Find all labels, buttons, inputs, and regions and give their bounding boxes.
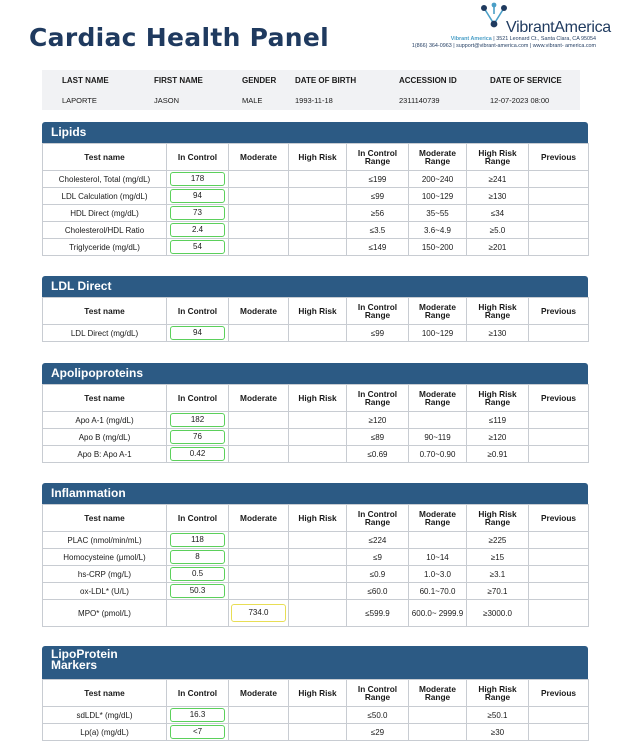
previous-cell bbox=[529, 222, 589, 239]
column-header: In Control Range bbox=[347, 298, 409, 325]
patient-header: ACCESSION ID bbox=[399, 76, 457, 85]
in-control-value: 94 bbox=[170, 189, 225, 203]
column-header: In Control bbox=[167, 385, 229, 412]
column-header: High Risk bbox=[289, 505, 347, 532]
results-table bbox=[42, 384, 589, 463]
table-row bbox=[43, 222, 589, 239]
patient-accession-id: 2311140739 bbox=[399, 96, 440, 105]
in-control-value: 0.5 bbox=[170, 567, 225, 581]
column-header: Previous bbox=[529, 680, 589, 707]
moderate-cell bbox=[229, 239, 289, 256]
column-header: Moderate bbox=[229, 680, 289, 707]
patient-header: GENDER bbox=[242, 76, 277, 85]
results-table bbox=[42, 679, 589, 741]
high-risk-cell bbox=[289, 171, 347, 188]
column-header: In Control Range bbox=[347, 680, 409, 707]
in-control-cell bbox=[167, 222, 229, 239]
column-header: High Risk bbox=[289, 680, 347, 707]
in-control-value: 73 bbox=[170, 206, 225, 220]
in-control-value: 16.3 bbox=[170, 708, 225, 722]
high-risk-cell bbox=[289, 429, 347, 446]
previous-cell bbox=[529, 171, 589, 188]
results-table bbox=[42, 143, 589, 256]
moderate-cell bbox=[229, 325, 289, 342]
moderate-range: 10~14 bbox=[409, 549, 467, 566]
in-control-value: 94 bbox=[170, 326, 225, 340]
table-row bbox=[43, 532, 589, 549]
previous-cell bbox=[529, 239, 589, 256]
column-header: Test name bbox=[43, 144, 167, 171]
patient-header: DATE OF SERVICE bbox=[490, 76, 562, 85]
test-name: LDL Calculation (mg/dL) bbox=[43, 188, 167, 205]
moderate-cell bbox=[229, 707, 289, 724]
table-header-row bbox=[43, 298, 589, 325]
high-risk-range: ≥30 bbox=[467, 724, 529, 741]
previous-cell bbox=[529, 325, 589, 342]
previous-cell bbox=[529, 600, 589, 627]
table-row bbox=[43, 205, 589, 222]
panel-lipoprotein-markers bbox=[42, 646, 588, 741]
column-header: High Risk Range bbox=[467, 680, 529, 707]
moderate-cell bbox=[229, 532, 289, 549]
column-header: Test name bbox=[43, 385, 167, 412]
patient-info bbox=[42, 70, 580, 110]
moderate-range: 35~55 bbox=[409, 205, 467, 222]
moderate-range bbox=[409, 724, 467, 741]
high-risk-range: ≥130 bbox=[467, 188, 529, 205]
moderate-cell bbox=[229, 188, 289, 205]
in-control-cell bbox=[167, 429, 229, 446]
contact-line2: 1(866) 364-0963 | support@vibrant-america.com | www.vibrant- america.com bbox=[411, 43, 596, 49]
test-name: Homocysteine (μmol/L) bbox=[43, 549, 167, 566]
moderate-cell bbox=[229, 222, 289, 239]
column-header: Moderate bbox=[229, 385, 289, 412]
moderate-cell bbox=[229, 171, 289, 188]
high-risk-cell bbox=[289, 188, 347, 205]
panel-apolipoproteins bbox=[42, 363, 588, 463]
in-control-cell bbox=[167, 325, 229, 342]
panel-header-bar bbox=[42, 276, 588, 297]
in-control-cell bbox=[167, 188, 229, 205]
table-row bbox=[43, 583, 589, 600]
column-header: In Control Range bbox=[347, 385, 409, 412]
in-control-range: ≤3.5 bbox=[347, 222, 409, 239]
panel-title: Apolipoproteins bbox=[51, 366, 143, 380]
high-risk-cell bbox=[289, 532, 347, 549]
in-control-value: 182 bbox=[170, 413, 225, 427]
in-control-range: ≤9 bbox=[347, 549, 409, 566]
moderate-range: 60.1~70.0 bbox=[409, 583, 467, 600]
patient-dob: 1993-11-18 bbox=[295, 96, 333, 105]
high-risk-range: ≥15 bbox=[467, 549, 529, 566]
column-header: Moderate bbox=[229, 298, 289, 325]
in-control-cell bbox=[167, 532, 229, 549]
panel-title: LipoProtein Markers bbox=[51, 647, 118, 672]
in-control-range: ≤0.9 bbox=[347, 566, 409, 583]
in-control-range: ≥120 bbox=[347, 412, 409, 429]
in-control-cell bbox=[167, 239, 229, 256]
previous-cell bbox=[529, 188, 589, 205]
test-name: Triglyceride (mg/dL) bbox=[43, 239, 167, 256]
in-control-value: 54 bbox=[170, 240, 225, 254]
previous-cell bbox=[529, 549, 589, 566]
in-control-cell bbox=[167, 446, 229, 463]
in-control-value: 76 bbox=[170, 430, 225, 444]
table-header-row bbox=[43, 505, 589, 532]
table-row bbox=[43, 446, 589, 463]
table-row bbox=[43, 724, 589, 741]
in-control-cell bbox=[167, 549, 229, 566]
moderate-cell bbox=[229, 412, 289, 429]
in-control-value: 118 bbox=[170, 533, 225, 547]
column-header: High Risk Range bbox=[467, 144, 529, 171]
panel-title: Inflammation bbox=[51, 486, 126, 500]
column-header: Previous bbox=[529, 298, 589, 325]
previous-cell bbox=[529, 707, 589, 724]
panel-header-bar bbox=[42, 646, 588, 679]
in-control-value: 8 bbox=[170, 550, 225, 564]
moderate-cell bbox=[229, 205, 289, 222]
table-row bbox=[43, 412, 589, 429]
column-header: High Risk bbox=[289, 385, 347, 412]
results-table bbox=[42, 297, 589, 342]
results-table bbox=[42, 504, 589, 627]
in-control-cell bbox=[167, 412, 229, 429]
moderate-range: 150~200 bbox=[409, 239, 467, 256]
previous-cell bbox=[529, 724, 589, 741]
column-header: In Control Range bbox=[347, 505, 409, 532]
moderate-range: 200~240 bbox=[409, 171, 467, 188]
moderate-cell bbox=[229, 600, 289, 627]
moderate-range bbox=[409, 707, 467, 724]
in-control-value: 2.4 bbox=[170, 223, 225, 237]
moderate-range: 600.0~ 2999.9 bbox=[409, 600, 467, 627]
in-control-value: <7 bbox=[170, 725, 225, 739]
previous-cell bbox=[529, 446, 589, 463]
in-control-range: ≤224 bbox=[347, 532, 409, 549]
test-name: Apo B (mg/dL) bbox=[43, 429, 167, 446]
high-risk-range: ≥241 bbox=[467, 171, 529, 188]
table-row bbox=[43, 171, 589, 188]
contact-info bbox=[360, 36, 596, 50]
patient-header: FIRST NAME bbox=[154, 76, 203, 85]
test-name: Apo A-1 (mg/dL) bbox=[43, 412, 167, 429]
previous-cell bbox=[529, 583, 589, 600]
in-control-range: ≤60.0 bbox=[347, 583, 409, 600]
moderate-cell bbox=[229, 549, 289, 566]
high-risk-cell bbox=[289, 222, 347, 239]
high-risk-cell bbox=[289, 412, 347, 429]
moderate-range: 3.6~4.9 bbox=[409, 222, 467, 239]
in-control-cell bbox=[167, 600, 229, 627]
column-header: Moderate bbox=[229, 144, 289, 171]
column-header: Previous bbox=[529, 505, 589, 532]
contact-brand: Vibrant America bbox=[450, 36, 492, 42]
contact-address: | 3521 Leonard Ct., Santa Clara, CA 95054 bbox=[493, 36, 596, 42]
column-header: Moderate Range bbox=[409, 144, 467, 171]
in-control-cell bbox=[167, 707, 229, 724]
high-risk-cell bbox=[289, 549, 347, 566]
in-control-range: ≤199 bbox=[347, 171, 409, 188]
column-header: In Control Range bbox=[347, 144, 409, 171]
moderate-range: 90~119 bbox=[409, 429, 467, 446]
high-risk-range: ≥225 bbox=[467, 532, 529, 549]
column-header: In Control bbox=[167, 144, 229, 171]
moderate-cell bbox=[229, 429, 289, 446]
in-control-cell bbox=[167, 171, 229, 188]
panel-header-bar bbox=[42, 122, 588, 143]
test-name: PLAC (nmol/min/mL) bbox=[43, 532, 167, 549]
table-row bbox=[43, 188, 589, 205]
previous-cell bbox=[529, 532, 589, 549]
in-control-range: ≤29 bbox=[347, 724, 409, 741]
column-header: In Control bbox=[167, 680, 229, 707]
test-name: MPO* (pmol/L) bbox=[43, 600, 167, 627]
test-name: LDL Direct (mg/dL) bbox=[43, 325, 167, 342]
column-header: High Risk bbox=[289, 298, 347, 325]
high-risk-range: ≤34 bbox=[467, 205, 529, 222]
moderate-range: 0.70~0.90 bbox=[409, 446, 467, 463]
panel-ldl-direct bbox=[42, 276, 588, 342]
in-control-range: ≤99 bbox=[347, 325, 409, 342]
patient-last-name: LAPORTE bbox=[62, 96, 97, 105]
column-header: High Risk Range bbox=[467, 298, 529, 325]
table-row bbox=[43, 707, 589, 724]
moderate-range bbox=[409, 532, 467, 549]
column-header: Test name bbox=[43, 680, 167, 707]
patient-first-name: JASON bbox=[154, 96, 180, 105]
in-control-cell bbox=[167, 583, 229, 600]
high-risk-range: ≥0.91 bbox=[467, 446, 529, 463]
patient-date-of-service: 12-07-2023 08:00 bbox=[490, 96, 550, 105]
table-header-row bbox=[43, 385, 589, 412]
panel-lipids bbox=[42, 122, 588, 256]
in-control-range: ≤149 bbox=[347, 239, 409, 256]
column-header: Moderate bbox=[229, 505, 289, 532]
test-name: Cholesterol, Total (mg/dL) bbox=[43, 171, 167, 188]
high-risk-cell bbox=[289, 325, 347, 342]
test-name: Lp(a) (mg/dL) bbox=[43, 724, 167, 741]
high-risk-range: ≥120 bbox=[467, 429, 529, 446]
column-header: In Control bbox=[167, 298, 229, 325]
moderate-cell bbox=[229, 446, 289, 463]
column-header: Moderate Range bbox=[409, 385, 467, 412]
patient-header: DATE OF BIRTH bbox=[295, 76, 357, 85]
test-name: ox-LDL* (U/L) bbox=[43, 583, 167, 600]
moderate-range: 100~129 bbox=[409, 188, 467, 205]
high-risk-range: ≥3.1 bbox=[467, 566, 529, 583]
table-row bbox=[43, 239, 589, 256]
in-control-range: ≤99 bbox=[347, 188, 409, 205]
table-row bbox=[43, 429, 589, 446]
column-header: Previous bbox=[529, 385, 589, 412]
high-risk-range: ≥201 bbox=[467, 239, 529, 256]
in-control-value: 50.3 bbox=[170, 584, 225, 598]
in-control-cell bbox=[167, 566, 229, 583]
moderate-range: 100~129 bbox=[409, 325, 467, 342]
in-control-cell bbox=[167, 724, 229, 741]
column-header: Test name bbox=[43, 298, 167, 325]
in-control-cell bbox=[167, 205, 229, 222]
test-name: Apo B: Apo A-1 bbox=[43, 446, 167, 463]
moderate-cell bbox=[229, 583, 289, 600]
moderate-cell bbox=[229, 566, 289, 583]
in-control-range: ≤50.0 bbox=[347, 707, 409, 724]
table-row bbox=[43, 600, 589, 627]
column-header: Previous bbox=[529, 144, 589, 171]
high-risk-range: ≥5.0 bbox=[467, 222, 529, 239]
column-header: Moderate Range bbox=[409, 680, 467, 707]
column-header: Test name bbox=[43, 505, 167, 532]
high-risk-range: ≥50.1 bbox=[467, 707, 529, 724]
panel-title: LDL Direct bbox=[51, 279, 112, 293]
moderate-range bbox=[409, 412, 467, 429]
test-name: HDL Direct (mg/dL) bbox=[43, 205, 167, 222]
column-header: High Risk Range bbox=[467, 385, 529, 412]
high-risk-cell bbox=[289, 239, 347, 256]
high-risk-cell bbox=[289, 583, 347, 600]
in-control-value: 178 bbox=[170, 172, 225, 186]
high-risk-range: ≥70.1 bbox=[467, 583, 529, 600]
high-risk-range: ≥3000.0 bbox=[467, 600, 529, 627]
in-control-range: ≥56 bbox=[347, 205, 409, 222]
column-header: High Risk Range bbox=[467, 505, 529, 532]
previous-cell bbox=[529, 412, 589, 429]
high-risk-cell bbox=[289, 724, 347, 741]
previous-cell bbox=[529, 205, 589, 222]
table-row bbox=[43, 325, 589, 342]
in-control-range: ≤89 bbox=[347, 429, 409, 446]
moderate-cell bbox=[229, 724, 289, 741]
previous-cell bbox=[529, 429, 589, 446]
panel-header-bar bbox=[42, 363, 588, 384]
moderate-range: 1.0~3.0 bbox=[409, 566, 467, 583]
in-control-range: ≤0.69 bbox=[347, 446, 409, 463]
table-header-row bbox=[43, 144, 589, 171]
in-control-value: 0.42 bbox=[170, 447, 225, 461]
column-header: In Control bbox=[167, 505, 229, 532]
table-row bbox=[43, 566, 589, 583]
column-header: Moderate Range bbox=[409, 505, 467, 532]
table-header-row bbox=[43, 680, 589, 707]
column-header: High Risk bbox=[289, 144, 347, 171]
previous-cell bbox=[529, 566, 589, 583]
test-name: sdLDL* (mg/dL) bbox=[43, 707, 167, 724]
patient-gender: MALE bbox=[242, 96, 263, 105]
high-risk-cell bbox=[289, 446, 347, 463]
high-risk-cell bbox=[289, 600, 347, 627]
panel-title: Lipids bbox=[51, 125, 87, 139]
panel-inflammation bbox=[42, 483, 588, 627]
column-header: Moderate Range bbox=[409, 298, 467, 325]
high-risk-cell bbox=[289, 205, 347, 222]
in-control-range: ≤599.9 bbox=[347, 600, 409, 627]
test-name: hs-CRP (mg/L) bbox=[43, 566, 167, 583]
high-risk-range: ≤119 bbox=[467, 412, 529, 429]
patient-header: LAST NAME bbox=[62, 76, 109, 85]
table-row bbox=[43, 549, 589, 566]
moderate-value: 734.0 bbox=[231, 604, 286, 622]
test-name: Cholesterol/HDL Ratio bbox=[43, 222, 167, 239]
high-risk-range: ≥130 bbox=[467, 325, 529, 342]
page-title: Cardiac Health Panel bbox=[29, 23, 330, 52]
high-risk-cell bbox=[289, 566, 347, 583]
high-risk-cell bbox=[289, 707, 347, 724]
logo-text: VibrantAmerica bbox=[506, 19, 611, 36]
panel-header-bar bbox=[42, 483, 588, 504]
